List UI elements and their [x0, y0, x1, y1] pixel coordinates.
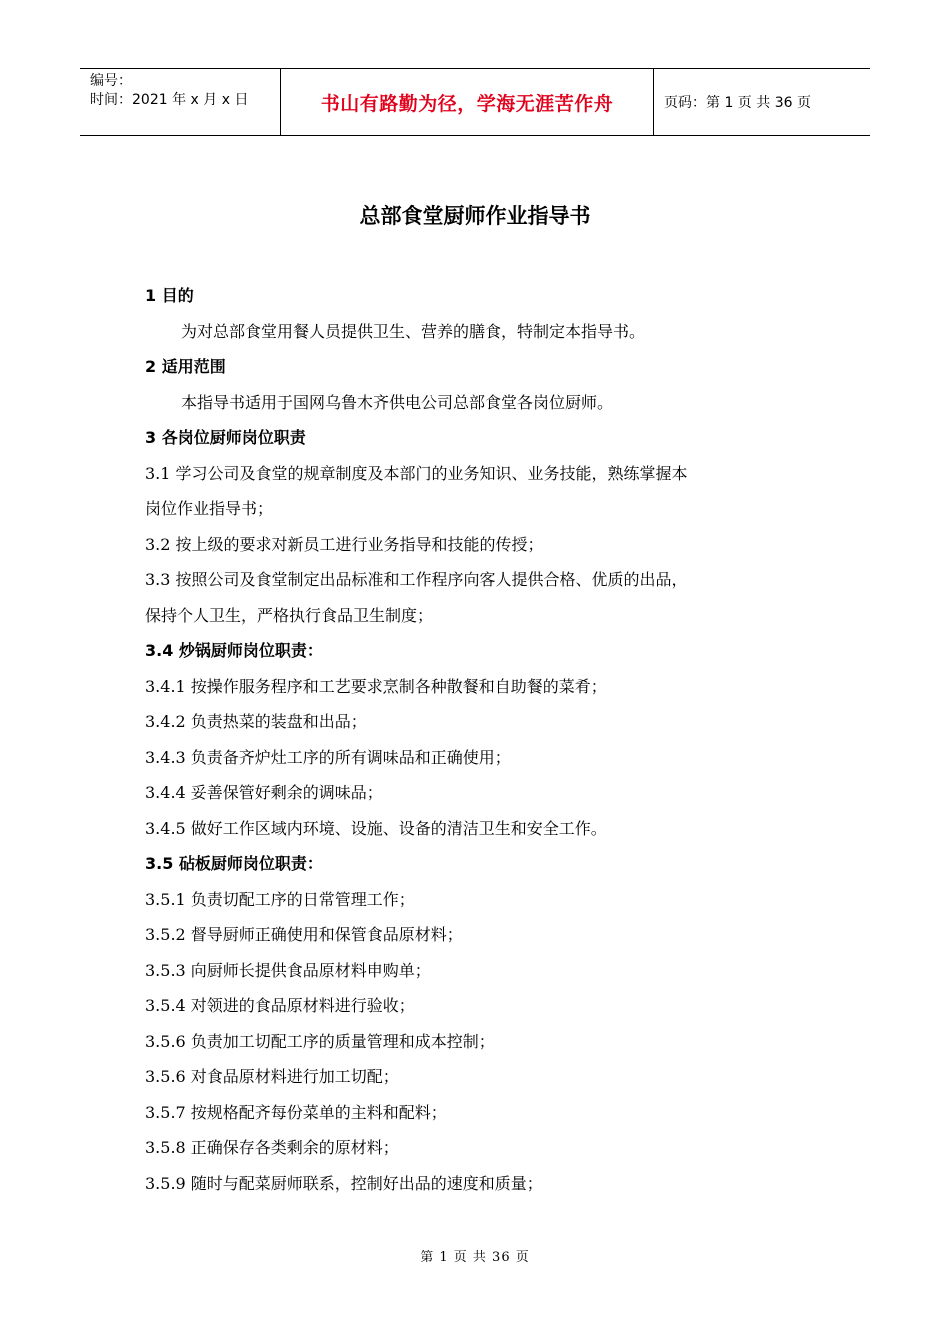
document-number-label: 编号： [90, 73, 132, 89]
body-line: 3.1 学习公司及食堂的规章制度及本部门的业务知识、业务技能，熟练掌握本 [145, 463, 688, 483]
body-line: 3.5.4 对领进的食品原材料进行验收； [145, 996, 415, 1015]
document-title: 总部食堂厨师作业指导书 [359, 204, 591, 228]
document-body [145, 278, 825, 1201]
body-line: 3.5.8 正确保存各类剩余的原材料； [145, 1138, 399, 1157]
body-line: 岗位作业指导书； [145, 499, 274, 518]
body-line: 3.4.2 负责热菜的装盘和出品； [145, 712, 367, 731]
section-heading: 3.4 炒锅厨师岗位职责： [145, 641, 323, 660]
page-footer: 第 1 页 共 36 页 [420, 1250, 530, 1265]
section-heading: 2 适用范围 [145, 357, 226, 376]
body-line: 3.4.4 妥善保管好剩余的调味品； [145, 783, 383, 802]
body-line: 3.2 按上级的要求对新员工进行业务指导和技能的传授； [145, 534, 544, 554]
body-line: 3.5.3 向厨师长提供食品原材料申购单； [145, 960, 431, 980]
body-line: 保持个人卫生，严格执行食品卫生制度； [145, 605, 434, 625]
page-header [80, 68, 870, 136]
header-meta [80, 69, 281, 135]
section-heading: 3 各岗位厨师岗位职责 [145, 428, 306, 447]
body-line: 3.5.6 对食品原材料进行加工切配； [145, 1067, 399, 1086]
header-page-info: 页码：第 1 页 共 36 页 [664, 95, 811, 111]
section-heading: 3.5 砧板厨师岗位职责： [145, 854, 323, 873]
body-line: 3.4.3 负责备齐炉灶工序的所有调味品和正确使用； [145, 747, 511, 767]
body-line: 为对总部食堂用餐人员提供卫生、营养的膳食，特制定本指导书。 [181, 321, 646, 341]
body-line: 3.5.6 负责加工切配工序的质量管理和成本控制； [145, 1031, 495, 1051]
body-line: 3.5.1 负责切配工序的日常管理工作； [145, 889, 415, 909]
body-line: 3.4.5 做好工作区域内环境、设施、设备的清洁卫生和安全工作。 [145, 818, 607, 838]
document-time: 时间：2021 年 x 月 x 日 [90, 92, 249, 108]
body-line: 3.5.7 按规格配齐每份菜单的主料和配料； [145, 1102, 447, 1122]
body-line: 3.4.1 按操作服务程序和工艺要求烹制各种散餐和自助餐的菜肴； [145, 676, 607, 696]
body-line: 3.3 按照公司及食堂制定出品标准和工作程序向客人提供合格、优质的出品， [145, 570, 688, 589]
header-motto: 书山有路勤为径，学海无涯苦作舟 [281, 69, 654, 135]
body-line: 3.5.9 随时与配菜厨师联系，控制好出品的速度和质量； [145, 1173, 543, 1193]
body-line: 3.5.2 督导厨师正确使用和保管食品原材料； [145, 925, 463, 944]
body-line: 本指导书适用于国网乌鲁木齐供电公司总部食堂各岗位厨师。 [181, 392, 614, 412]
section-heading: 1 目的 [145, 286, 194, 305]
